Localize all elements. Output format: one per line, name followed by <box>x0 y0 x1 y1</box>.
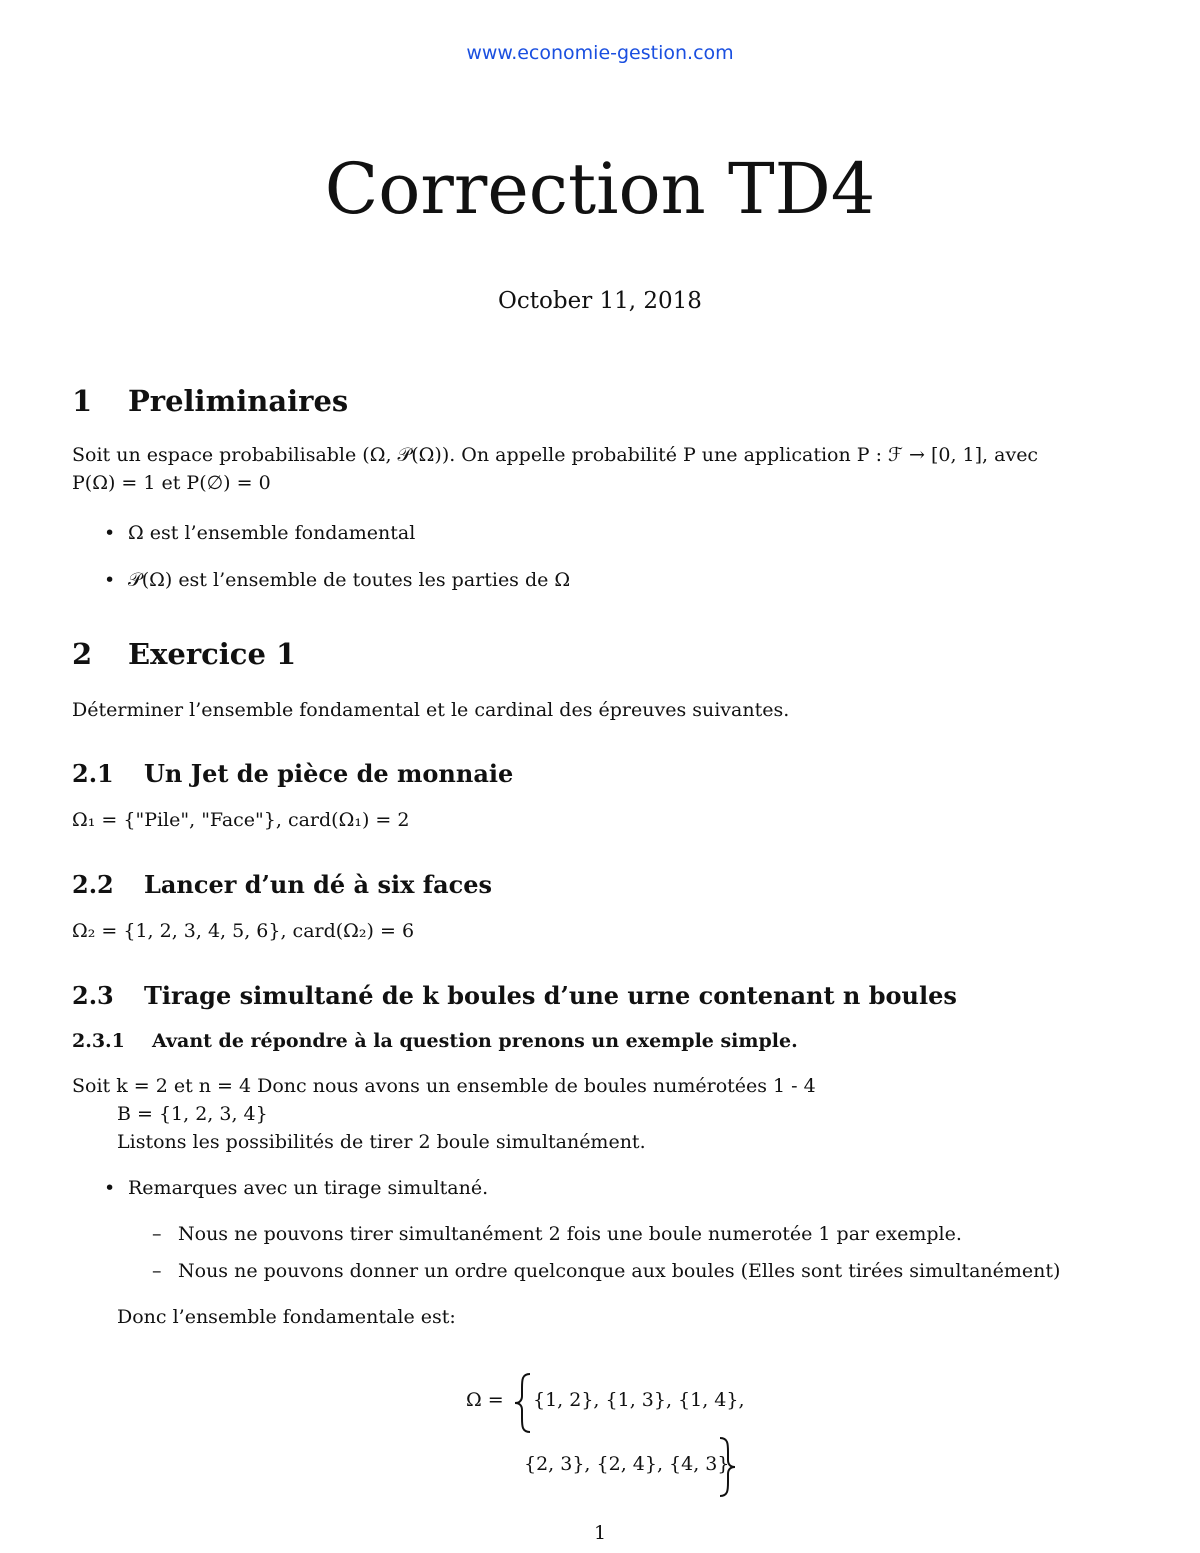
bullet-icon: • <box>104 569 116 591</box>
dash-icon: – <box>152 1260 162 1282</box>
section-1-paragraph-line-2: P(Ω) = 1 et P(∅) = 0 <box>72 472 271 494</box>
list-item-text: 𝒫(Ω) est l’ensemble de toutes les parties de Ω <box>128 569 571 591</box>
subsection-2-1-heading <box>72 759 513 788</box>
subsection-2-2-heading <box>72 870 492 899</box>
subsubsection-2-3-1-heading <box>72 1030 798 1052</box>
subsection-title: Tirage simultané de k boules d’une urne contenant n boules <box>144 981 957 1010</box>
section-number: 2 <box>72 637 93 671</box>
bullet-icon: • <box>104 522 116 544</box>
omega-lhs: Ω = <box>466 1389 504 1411</box>
document-title: Correction TD4 <box>324 148 876 230</box>
list-item <box>104 569 570 591</box>
list-item <box>104 1177 488 1199</box>
section-number: 1 <box>72 384 93 418</box>
subsection-number: 2.1 <box>72 759 114 788</box>
formula-omega-2: Ω₂ = {1, 2, 3, 4, 5, 6}, card(Ω₂) = 6 <box>72 920 415 942</box>
sub-list-item <box>152 1223 962 1245</box>
omega-row-1: {1, 2}, {1, 3}, {1, 4}, <box>533 1389 745 1411</box>
subsection-title: Lancer d’un dé à six faces <box>144 870 493 899</box>
page-number: 1 <box>593 1522 607 1544</box>
bullet-icon: • <box>104 1177 116 1199</box>
subsection-2-3-heading <box>72 981 957 1010</box>
document-date: October 11, 2018 <box>498 288 702 314</box>
subsection-title: Un Jet de pièce de monnaie <box>144 759 514 788</box>
subsubsection-title: Avant de répondre à la question prenons un exemple simple. <box>152 1030 798 1052</box>
left-brace-icon <box>512 1372 534 1434</box>
section-1-heading <box>72 384 348 418</box>
header-link[interactable]: www.economie-gestion.com <box>466 42 734 64</box>
section-2-intro: Déterminer l’ensemble fondamental et le cardinal des épreuves suivantes. <box>72 699 790 721</box>
dash-icon: – <box>152 1223 162 1245</box>
list-item-text: Ω est l’ensemble fondamental <box>128 522 416 544</box>
omega-row-2: {2, 3}, {2, 4}, {4, 3} <box>524 1453 730 1475</box>
list-item <box>104 522 415 544</box>
section-title: Exercice 1 <box>128 637 297 671</box>
list-item-text: Remarques avec un tirage simultané. <box>128 1177 489 1199</box>
section-1-paragraph-line-1: Soit un espace probabilisable (Ω, 𝒫(Ω)). On appelle probabilité P une application P : ℱ → [0, 1], avec <box>72 444 1039 466</box>
example-line-2: B = {1, 2, 3, 4} <box>117 1103 268 1125</box>
subsection-number: 2.3 <box>72 981 114 1010</box>
section-2-heading <box>72 637 296 671</box>
example-line-3: Listons les possibilités de tirer 2 boule simultanément. <box>117 1131 646 1153</box>
subsection-number: 2.2 <box>72 870 114 899</box>
formula-omega-1: Ω₁ = {"Pile", "Face"}, card(Ω₁) = 2 <box>72 809 410 831</box>
sub-list-item <box>152 1260 1060 1282</box>
right-brace-icon <box>716 1436 738 1498</box>
conclusion-text: Donc l’ensemble fondamentale est: <box>117 1306 456 1328</box>
example-line-1: Soit k = 2 et n = 4 Donc nous avons un ensemble de boules numérotées 1 - 4 <box>72 1075 816 1097</box>
subsubsection-number: 2.3.1 <box>72 1030 125 1052</box>
sub-list-item-text: Nous ne pouvons donner un ordre quelconque aux boules (Elles sont tirées simultanément) <box>178 1260 1061 1282</box>
section-title: Preliminaires <box>128 384 349 418</box>
sub-list-item-text: Nous ne pouvons tirer simultanément 2 fois une boule numerotée 1 par exemple. <box>178 1223 962 1245</box>
